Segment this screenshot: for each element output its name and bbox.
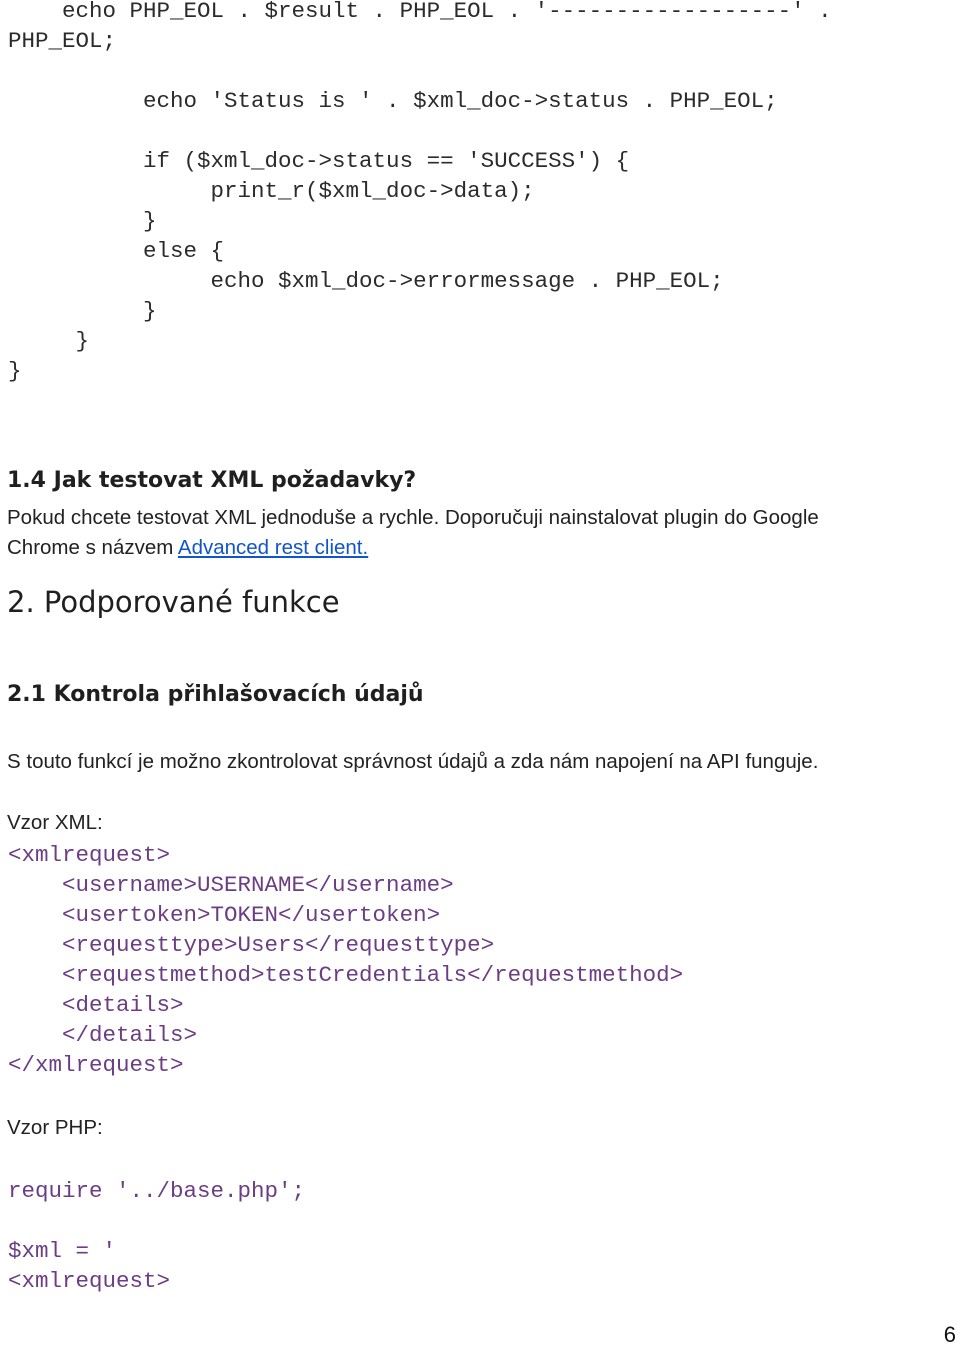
- section-2-heading: 2. Podporované funkce: [7, 585, 340, 619]
- xml-example-code: <xmlrequest> <username>USERNAME</username> <usertoken>TOKEN</usertoken> <requesttype>Users</requesttype> <requestmethod>testCredentials</requestmethod> <details> </details> </xmlrequest>: [8, 842, 684, 1078]
- section-1-4-paragraph-line2: [7, 533, 368, 563]
- advanced-rest-client-link[interactable]: Advanced rest client.: [177, 536, 369, 559]
- section-2-1-description: S touto funkcí je možno zkontrolovat správnost údajů a zda nám napojení na API funguje.: [7, 750, 819, 773]
- section-1-4-heading: 1.4 Jak testovat XML požadavky?: [7, 468, 417, 493]
- page-number: 6: [943, 1322, 956, 1347]
- xml-example-label: Vzor XML:: [7, 811, 103, 834]
- php-example-label: Vzor PHP:: [7, 1116, 103, 1139]
- php-xml-variable-code: $xml = ' <xmlrequest>: [8, 1238, 171, 1294]
- section-1-4-paragraph-line1: Pokud chcete testovat XML jednoduše a rychle. Doporučuji nainstalovat plugin do Google: [7, 506, 819, 529]
- php-require-line: require '../base.php';: [8, 1178, 306, 1204]
- section-1-4-paragraph-prefix: Chrome s názvem: [7, 536, 178, 559]
- section-2-1-heading: 2.1 Kontrola přihlašovacích údajů: [7, 682, 424, 707]
- php-code-block-top: echo PHP_EOL . $result . PHP_EOL . '------------------' . PHP_EOL; echo 'Status is ' . $xml_doc->status . PHP_EOL; if ($xml_doc->status == 'SUCCESS') { print_r($xml_doc->data); } else { echo $xml_doc->errormessage . PHP_EOL; } } }: [8, 0, 832, 384]
